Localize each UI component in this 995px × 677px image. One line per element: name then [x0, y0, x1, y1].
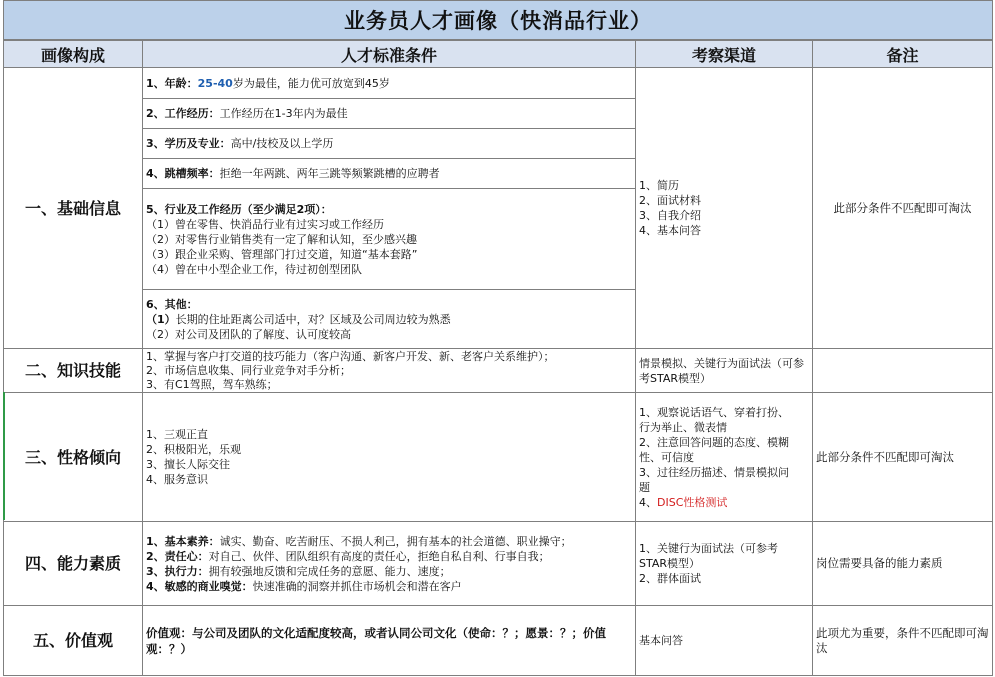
ability-note-cell: 岗位需要具备的能力素质 [812, 521, 993, 606]
criteria-other: 6、其他： （1）长期的住址距离公司适中，对？区域及公司周边较为熟悉 （2）对公司及团队的了解度、认可度较高 [146, 297, 451, 341]
values-channel-cell: 基本问答 [635, 605, 813, 676]
ability-channel-cell: 1、关键行为面试法（可参考 STAR模型） 2、群体面试 [635, 521, 813, 606]
section-knowledge-skills: 二、知识技能 [3, 348, 143, 393]
personality-channel-cell: 1、观察说话语气、穿着打扮、 行为举止、微表情 2、注意回答问题的态度、模糊 性、可信度 3、过往经历描述、情景模拟问 题 4、DISC性格测试 [635, 392, 813, 522]
section-basic-info: 一、基础信息 [3, 67, 143, 349]
header-channel: 考察渠道 [635, 40, 813, 68]
criteria-industry-experience: 5、行业及工作经历（至少满足2项）： （1）曾在零售、快消品行业有过实习或工作经历 （2）对零售行业销售类有一定了解和认知，至少感兴趣 （3）跟企业采购、管理部门打过交道，知道“基本套路” （4）曾在中小型企业工作，待过初创型团队 [143, 189, 635, 290]
selection-marker [3, 392, 5, 520]
knowledge-channel-cell: 情景模拟、关键行为面试法（可参考STAR模型） [635, 348, 813, 393]
header-composition: 画像构成 [3, 40, 143, 68]
personality-criteria-cell: 1、三观正直 2、积极阳光，乐观 3、擅长人际交往 4、服务意识 [142, 392, 636, 522]
criteria-age: 1、年龄：25-40岁为最佳，能力优可放宽到45岁 [143, 68, 635, 99]
criteria-education: 3、学历及专业：高中/技校及以上学历 [143, 129, 635, 159]
basic-criteria-cell [142, 67, 636, 349]
criteria-job-hopping: 4、跳槽频率：拒绝一年两跳、两年三跳等频繁跳槽的应聘者 [143, 159, 635, 189]
knowledge-criteria-cell: 1、掌握与客户打交道的技巧能力（客户沟通、新客户开发、新、老客户关系维护）； 2、市场信息收集、同行业竞争对手分析； 3、有C1驾照，驾车熟练； [142, 348, 636, 393]
section-personality: 三、性格倾向 [3, 392, 143, 522]
header-criteria: 人才标准条件 [142, 40, 636, 68]
basic-note-cell: 此部分条件不匹配即可淘汰 [812, 67, 993, 349]
basic-channel-cell: 1、简历 2、面试材料 3、自我介绍 4、基本问答 [635, 67, 813, 349]
section-ability: 四、能力素质 [3, 521, 143, 606]
section-values: 五、价值观 [3, 605, 143, 676]
talent-profile-sheet [3, 0, 993, 676]
values-criteria-cell: 价值观：与公司及团队的文化适配度较高，或者认同公司文化（使命：？；愿景：？；价值观：？） [142, 605, 636, 676]
knowledge-note-cell [812, 348, 993, 393]
sheet-title: 业务员人才画像（快消品行业） [3, 0, 993, 40]
header-remarks: 备注 [812, 40, 993, 68]
ability-criteria-cell: 1、基本素养：诚实、勤奋、吃苦耐压、不损人利己，拥有基本的社会道德、职业操守； 2、责任心：对自己、伙伴、团队组织有高度的责任心，拒绝自私自利、行事自我； 3、执行力：拥有较强地反馈和完成任务的意愿、能力、速度； 4、敏感的商业嗅觉：快速准确的洞察并抓住市场机会和潜在客户 [142, 521, 636, 606]
personality-note-cell: 此部分条件不匹配即可淘汰 [812, 392, 993, 522]
criteria-work-experience: 2、工作经历：工作经历在1-3年内为最佳 [143, 99, 635, 129]
values-note-cell: 此项尤为重要，条件不匹配即可淘汰 [812, 605, 993, 676]
